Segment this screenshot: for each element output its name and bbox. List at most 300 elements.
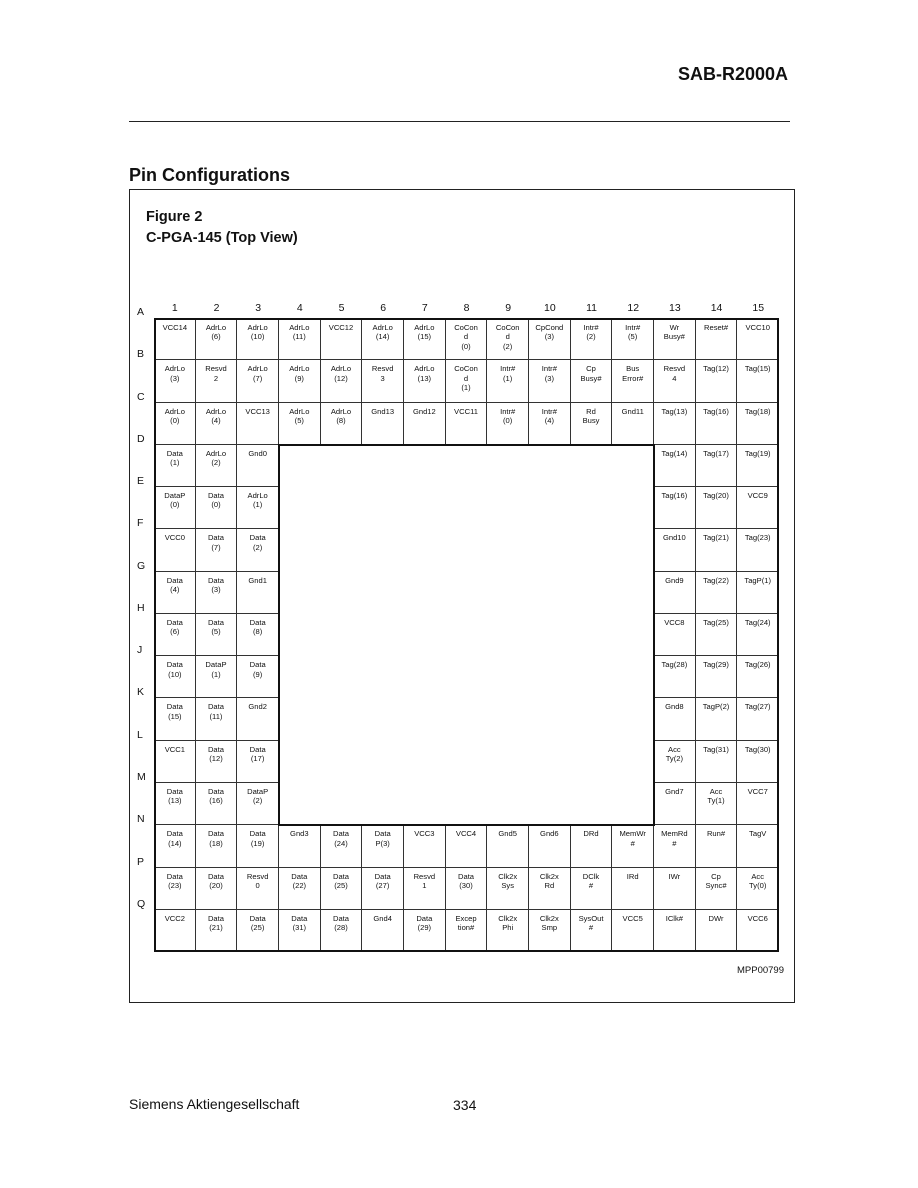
pin-label: AdrLo (7) [247, 364, 268, 383]
pin-cell-A5 [321, 318, 363, 360]
pin-label: VCC2 [164, 913, 185, 923]
pin-label: Tag(19) [744, 448, 771, 458]
pin-label: Gnd9 [665, 575, 684, 585]
column-number: 13 [669, 302, 681, 314]
pin-label: Gnd3 [290, 829, 309, 839]
pin-cell-C6 [362, 403, 404, 445]
pin-cell-A2 [196, 318, 238, 360]
section-title: Pin Configurations [129, 165, 290, 185]
pin-cell-P9 [487, 868, 529, 910]
pin-label: Run# [706, 829, 726, 839]
pin-label: Data (19) [249, 829, 266, 848]
row-letter: Q [137, 897, 146, 910]
pin-cell-B2 [196, 360, 238, 402]
pin-cell-N15 [737, 825, 779, 867]
pin-label: Tag(16) [661, 491, 688, 501]
pin-label: Data (28) [332, 913, 350, 933]
pin-label: AdrLo (5) [289, 406, 310, 425]
pin-cell-D13 [654, 445, 696, 487]
pin-cell-P10 [529, 868, 571, 910]
pin-cell-L15 [737, 741, 779, 783]
pin-cell-P14 [696, 868, 738, 910]
pin-cell-Q11 [571, 910, 613, 952]
column-number: 2 [213, 302, 220, 314]
pin-label: Intr# (4) [541, 406, 557, 425]
pin-label: AdrLo (6) [205, 323, 227, 342]
pin-cell-C3 [237, 403, 279, 445]
pin-label: CpCond (3) [535, 323, 564, 342]
pin-cell-G1 [154, 572, 196, 614]
pin-label: Gnd6 [540, 829, 559, 839]
pin-label: Intr# (2) [583, 323, 599, 342]
pin-grid [154, 318, 779, 952]
figure-title: C-PGA-145 (Top View) [146, 230, 298, 246]
pin-cell-J14 [696, 656, 738, 698]
pin-cell-Q4 [279, 910, 321, 952]
pin-label: DWr [708, 913, 724, 923]
pin-cell-P8 [446, 868, 488, 910]
pin-cell-H14 [696, 614, 738, 656]
pin-cell-B13 [654, 360, 696, 402]
figure-code: MPP00799 [736, 965, 784, 976]
column-number: 8 [463, 302, 470, 314]
pin-cell-E2 [196, 487, 238, 529]
pin-label: Cp Sync# [705, 871, 727, 890]
pin-cell-J13 [654, 656, 696, 698]
pin-cell-C15 [737, 403, 779, 445]
pin-label: Data (25) [332, 871, 350, 890]
pin-cell-C12 [612, 403, 654, 445]
pin-cell-G2 [196, 572, 238, 614]
document-header-title: SAB-R2000A [677, 64, 788, 84]
pin-cell-L2 [196, 741, 238, 783]
pin-label: DClk # [582, 871, 600, 890]
pin-cell-N14 [696, 825, 738, 867]
column-number: 1 [171, 302, 178, 314]
pin-label: Tag(22) [703, 575, 729, 585]
pin-label: Rd Busy [582, 406, 600, 425]
pin-label: CoCon d (0) [454, 323, 478, 351]
pin-label: AdrLo (11) [289, 323, 310, 342]
pin-label: Tag(20) [703, 491, 729, 501]
pin-cell-C5 [321, 403, 363, 445]
pin-cell-M1 [154, 783, 196, 825]
pin-cell-J15 [737, 656, 779, 698]
pin-label: Tag(26) [744, 660, 771, 670]
pin-label: AdrLo (15) [414, 323, 435, 342]
pin-label: Data (0) [207, 491, 224, 510]
pin-label: VCC5 [622, 913, 643, 923]
pin-cell-Q9 [487, 910, 529, 952]
pin-cell-P12 [612, 868, 654, 910]
pin-cell-C7 [404, 403, 446, 445]
pin-cell-E3 [237, 487, 279, 529]
pin-label: Data (30) [457, 871, 475, 890]
footer-company: Siemens Aktiengesellschaft [129, 1096, 300, 1112]
pin-label: Acc Ty(2) [665, 744, 684, 764]
pin-cell-C8 [446, 403, 488, 445]
pin-label: Tag(23) [744, 533, 771, 543]
pin-cell-B7 [404, 360, 446, 402]
pin-label: Gnd11 [621, 406, 644, 416]
pin-cell-H1 [154, 614, 196, 656]
pin-cell-Q14 [696, 910, 738, 952]
pin-cell-B11 [571, 360, 613, 402]
pin-label: Intr# (0) [500, 406, 516, 425]
pin-label: Clk2x Smp [539, 913, 559, 933]
pin-cell-Q8 [446, 910, 488, 952]
pin-label: Reset# [704, 323, 729, 332]
pin-cell-P6 [362, 868, 404, 910]
pin-label: AdrLo (0) [164, 406, 185, 425]
pin-label: Data (5) [207, 617, 224, 637]
pin-cell-C10 [529, 403, 571, 445]
pin-cell-N12 [612, 825, 654, 867]
pin-cell-P13 [654, 868, 696, 910]
pin-label: Data (23) [166, 871, 183, 890]
pin-label: Gnd0 [248, 448, 267, 458]
pin-label: VCC0 [164, 533, 185, 543]
pin-cell-E14 [696, 487, 738, 529]
pin-label: Gnd13 [371, 406, 395, 416]
row-letter: N [137, 813, 145, 826]
pin-cell-A11 [571, 318, 613, 360]
pin-label: Intr# (5) [625, 323, 641, 342]
pin-label: DataP (0) [164, 491, 186, 510]
pin-label: TagP(2) [702, 702, 730, 712]
pin-cell-K14 [696, 698, 738, 740]
column-number: 3 [255, 302, 262, 314]
pin-cell-M13 [654, 783, 696, 825]
pin-label: Intr# (1) [500, 364, 516, 383]
pin-label: Tag(18) [744, 406, 771, 416]
pin-cell-G14 [696, 572, 738, 614]
pin-cell-F13 [654, 529, 696, 571]
pin-cell-D15 [737, 445, 779, 487]
pin-cell-G3 [237, 572, 279, 614]
pin-label: Tag(12) [703, 364, 729, 374]
pin-label: Tag(24) [744, 617, 771, 627]
pin-cell-L1 [154, 741, 196, 783]
row-letter: P [137, 855, 145, 868]
pin-cell-N4 [279, 825, 321, 867]
pin-cell-B10 [529, 360, 571, 402]
pin-label: DataP (2) [247, 786, 269, 806]
pin-cell-C13 [654, 403, 696, 445]
column-number: 11 [586, 302, 597, 314]
pin-label: Data (24) [332, 829, 350, 848]
pin-cell-N13 [654, 825, 696, 867]
pin-label: Data (6) [166, 617, 183, 637]
pin-cell-N6 [362, 825, 404, 867]
pin-cell-J1 [154, 656, 196, 698]
pin-cell-L13 [654, 741, 696, 783]
pin-cell-C4 [279, 403, 321, 445]
pin-label: DRd [583, 829, 599, 839]
pin-label: Data P(3) [374, 829, 391, 848]
pin-cell-H13 [654, 614, 696, 656]
row-letter: H [137, 601, 145, 614]
pin-label: Resvd 2 [205, 364, 227, 383]
pin-cell-N3 [237, 825, 279, 867]
pin-cell-K1 [154, 698, 196, 740]
pin-label: Resvd 0 [246, 871, 269, 890]
column-number: 5 [338, 302, 345, 314]
pin-cell-K15 [737, 698, 779, 740]
pin-cell-M14 [696, 783, 738, 825]
pin-cell-B8 [446, 360, 488, 402]
pin-label: AdrLo (4) [205, 406, 227, 425]
pin-cell-A3 [237, 318, 279, 360]
pin-label: Tag(14) [661, 448, 688, 458]
pin-cell-N7 [404, 825, 446, 867]
pin-label: IClk# [665, 913, 684, 923]
pin-label: Data (3) [207, 575, 224, 595]
row-letter: L [137, 728, 143, 741]
pin-cell-E1 [154, 487, 196, 529]
pin-cell-E13 [654, 487, 696, 529]
pin-label: TagP(1) [744, 575, 771, 585]
pin-label: VCC6 [747, 913, 768, 923]
pin-cell-H2 [196, 614, 238, 656]
pin-label: Clk2x Phi [498, 913, 518, 933]
header-rule [129, 121, 790, 122]
pin-cell-B9 [487, 360, 529, 402]
pin-label: Data (1) [166, 448, 183, 468]
pin-cell-B6 [362, 360, 404, 402]
pin-label: Gnd4 [373, 913, 392, 923]
pin-cell-H3 [237, 614, 279, 656]
pin-label: VCC3 [414, 829, 435, 839]
pin-label: Data (27) [374, 871, 391, 890]
pin-label: Data (17) [249, 744, 266, 764]
pin-cell-N10 [529, 825, 571, 867]
pin-cell-B5 [321, 360, 363, 402]
pin-label: AdrLo (9) [289, 364, 310, 383]
pin-cell-N1 [154, 825, 196, 867]
pin-label: Tag(31) [703, 744, 729, 754]
pin-cell-N5 [321, 825, 363, 867]
pin-label: Wr Busy# [663, 323, 685, 342]
pin-cell-B4 [279, 360, 321, 402]
pin-label: Tag(16) [703, 406, 729, 416]
column-number: 4 [296, 302, 303, 314]
pin-cell-Q7 [404, 910, 446, 952]
figure-caption [146, 207, 298, 249]
pin-label: Gnd12 [412, 406, 436, 416]
pin-label: Resvd 4 [663, 364, 686, 383]
pin-cell-J2 [196, 656, 238, 698]
pin-cell-H15 [737, 614, 779, 656]
package-cavity [278, 444, 655, 826]
pin-label: AdrLo (8) [330, 406, 352, 425]
pin-cell-F1 [154, 529, 196, 571]
pin-label: MemRd # [661, 829, 688, 848]
pin-label: Clk2x Rd [539, 871, 559, 890]
footer-page-number: 334 [453, 1097, 477, 1113]
column-number: 9 [505, 302, 512, 314]
row-letter: M [137, 770, 146, 783]
pin-label: AdrLo (12) [330, 364, 352, 383]
pin-label: Data (16) [207, 786, 224, 806]
column-number: 10 [544, 302, 556, 314]
row-letter: D [137, 432, 145, 445]
pin-cell-Q15 [737, 910, 779, 952]
pin-cell-D14 [696, 445, 738, 487]
row-letter: A [137, 306, 145, 318]
pin-cell-M2 [196, 783, 238, 825]
pin-cell-A9 [487, 318, 529, 360]
pin-cell-A13 [654, 318, 696, 360]
pin-label: Data (9) [249, 660, 266, 679]
pin-label: VCC7 [747, 786, 768, 796]
pin-cell-N8 [446, 825, 488, 867]
pin-cell-A12 [612, 318, 654, 360]
pin-label: VCC9 [747, 491, 768, 501]
pin-cell-C11 [571, 403, 613, 445]
pin-cell-P2 [196, 868, 238, 910]
pin-label: AdrLo (3) [164, 364, 185, 383]
pin-label: TagV [749, 829, 767, 839]
pin-label: Data (21) [207, 913, 224, 933]
pin-cell-P15 [737, 868, 779, 910]
column-number: 7 [421, 302, 428, 314]
pin-label: Cp Busy# [580, 364, 602, 383]
pin-label: Data (25) [249, 913, 266, 933]
pin-label: Gnd7 [665, 786, 684, 796]
pin-label: Data (2) [249, 533, 266, 552]
pin-label: Tag(13) [661, 406, 688, 416]
pin-label: Gnd10 [662, 533, 686, 543]
pin-label: Tag(15) [744, 364, 771, 374]
pin-label: Data (22) [291, 871, 308, 890]
pin-label: Acc Ty(1) [707, 786, 725, 806]
pin-cell-F3 [237, 529, 279, 571]
pin-cell-K13 [654, 698, 696, 740]
row-letter: B [137, 348, 145, 361]
pin-label: AdrLo (13) [414, 364, 435, 383]
pin-cell-P11 [571, 868, 613, 910]
pin-label: MemWr # [619, 829, 646, 848]
pin-label: Bus Error# [622, 364, 644, 383]
pin-cell-C2 [196, 403, 238, 445]
pin-cell-P4 [279, 868, 321, 910]
pin-cell-D1 [154, 445, 196, 487]
column-number: 6 [380, 302, 387, 314]
pin-label: Data (15) [166, 702, 183, 721]
pin-cell-G15 [737, 572, 779, 614]
pin-cell-P3 [237, 868, 279, 910]
pin-label: Data (29) [416, 913, 433, 933]
pin-cell-J3 [237, 656, 279, 698]
pin-cell-M15 [737, 783, 779, 825]
pin-cell-L14 [696, 741, 738, 783]
row-letter: C [137, 390, 145, 403]
pin-cell-B3 [237, 360, 279, 402]
pin-cell-B1 [154, 360, 196, 402]
pin-cell-B12 [612, 360, 654, 402]
pin-label: Resvd 3 [371, 364, 394, 383]
pin-label: CoCon d (2) [495, 323, 520, 351]
pin-cell-Q13 [654, 910, 696, 952]
pin-label: AdrLo (10) [247, 323, 268, 342]
pin-cell-D3 [237, 445, 279, 487]
pin-cell-A6 [362, 318, 404, 360]
pin-cell-Q6 [362, 910, 404, 952]
pin-cell-Q2 [196, 910, 238, 952]
row-letter: E [137, 475, 145, 488]
pin-label: Tag(27) [744, 702, 771, 712]
pin-cell-A15 [737, 318, 779, 360]
pin-label: VCC13 [245, 406, 270, 416]
pin-cell-A1 [154, 318, 196, 360]
pin-label: Excep tion# [455, 913, 477, 933]
pin-label: VCC4 [455, 829, 477, 839]
pin-cell-C14 [696, 403, 738, 445]
pin-label: VCC10 [745, 323, 770, 332]
pin-label: Clk2x Sys [498, 871, 518, 890]
pin-cell-B14 [696, 360, 738, 402]
pin-cell-C9 [487, 403, 529, 445]
pin-cell-K3 [237, 698, 279, 740]
pin-label: Data (20) [207, 871, 224, 890]
pin-cell-K2 [196, 698, 238, 740]
pin-cell-M3 [237, 783, 279, 825]
pin-label: VCC11 [454, 406, 478, 416]
pin-label: VCC8 [664, 617, 685, 627]
pin-cell-Q1 [154, 910, 196, 952]
pin-cell-E15 [737, 487, 779, 529]
pin-cell-N9 [487, 825, 529, 867]
pin-cell-P5 [321, 868, 363, 910]
pin-cell-A10 [529, 318, 571, 360]
pin-label: Gnd8 [665, 702, 684, 712]
pin-label: Resvd 1 [413, 871, 436, 890]
pin-cell-A8 [446, 318, 488, 360]
pin-label: Data (7) [207, 533, 224, 552]
row-letter: F [137, 517, 144, 530]
pin-label: Data (18) [207, 829, 224, 848]
row-letter: G [137, 559, 146, 572]
row-letter: J [137, 644, 143, 657]
pin-label: VCC14 [162, 323, 188, 332]
pin-label: AdrLo (14) [372, 323, 393, 342]
pin-label: Data (10) [166, 660, 183, 679]
pin-cell-A14 [696, 318, 738, 360]
pin-label: Data (11) [207, 702, 224, 721]
pin-cell-D2 [196, 445, 238, 487]
pin-label: Tag(25) [703, 617, 729, 627]
pin-cell-N11 [571, 825, 613, 867]
row-letter: K [137, 686, 145, 699]
pin-cell-Q5 [321, 910, 363, 952]
pin-label: Tag(28) [661, 660, 688, 670]
column-number: 15 [752, 302, 765, 314]
pin-label: IWr [668, 871, 681, 881]
pin-label: Intr# (3) [541, 364, 557, 383]
pin-label: Gnd1 [248, 575, 267, 585]
pin-cell-F2 [196, 529, 238, 571]
pin-cell-F14 [696, 529, 738, 571]
pin-label: AdrLo (1) [247, 491, 268, 510]
pin-cell-L3 [237, 741, 279, 783]
pin-label: Data (14) [166, 829, 183, 848]
column-number: 14 [710, 302, 723, 314]
pin-label: SysOut # [578, 913, 604, 933]
pin-label: Data (12) [207, 744, 224, 764]
pin-cell-P1 [154, 868, 196, 910]
pin-label: DataP (1) [205, 660, 227, 679]
